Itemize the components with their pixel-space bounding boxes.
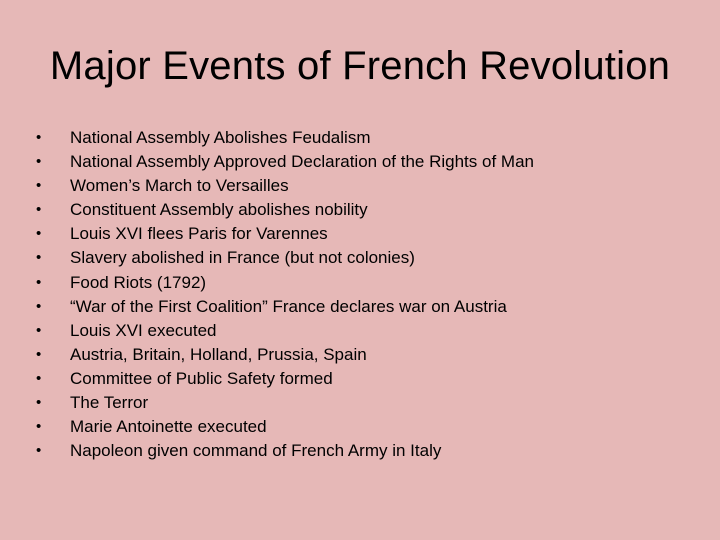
bullet-icon: • xyxy=(36,297,42,315)
bullet-icon: • xyxy=(36,345,42,363)
bullet-icon: • xyxy=(36,177,42,195)
list-item-text: “War of the First Coalition” France declares war on Austria xyxy=(70,296,507,316)
bullet-list xyxy=(36,126,696,463)
list-item-text: The Terror xyxy=(70,393,149,413)
list-item-text: Napoleon given command of French Army in Italy xyxy=(70,441,442,461)
list-item-text: Louis XVI flees Paris for Varennes xyxy=(70,224,328,244)
bullet-icon: • xyxy=(36,153,42,171)
list-item xyxy=(36,174,696,198)
list-item-text: National Assembly Abolishes Feudalism xyxy=(70,128,371,147)
bullet-icon: • xyxy=(36,129,42,146)
list-item xyxy=(36,271,696,295)
list-item xyxy=(36,439,696,463)
list-item-text: Louis XVI executed xyxy=(70,320,217,340)
list-item-text: Slavery abolished in France (but not colonies) xyxy=(70,248,415,268)
bullet-icon: • xyxy=(36,201,42,219)
bullet-icon: • xyxy=(36,418,42,436)
list-item-text: Women’s March to Versailles xyxy=(70,176,289,196)
list-item xyxy=(36,246,696,270)
list-item xyxy=(36,295,696,319)
list-item xyxy=(36,222,696,246)
bullet-icon: • xyxy=(36,321,42,339)
bullet-icon: • xyxy=(36,273,42,291)
bullet-icon: • xyxy=(36,249,42,267)
bullet-icon: • xyxy=(36,394,42,412)
list-item xyxy=(36,126,696,150)
list-item xyxy=(36,391,696,415)
bullet-icon: • xyxy=(36,225,42,243)
list-item xyxy=(36,367,696,391)
list-item-text: Marie Antoinette executed xyxy=(70,417,267,437)
bullet-icon: • xyxy=(36,442,42,460)
list-item xyxy=(36,415,696,439)
list-item xyxy=(36,343,696,367)
bullet-icon: • xyxy=(36,369,42,387)
list-item-text: Constituent Assembly abolishes nobility xyxy=(70,200,368,220)
list-item-text: Austria, Britain, Holland, Prussia, Spain xyxy=(70,344,367,364)
list-item xyxy=(36,150,696,174)
list-item-text: Committee of Public Safety formed xyxy=(70,368,333,388)
list-item xyxy=(36,198,696,222)
list-item-text: Food Riots (1792) xyxy=(70,272,207,292)
slide-title: Major Events of French Revolution xyxy=(49,44,671,88)
list-item xyxy=(36,319,696,343)
list-item-text: National Assembly Approved Declaration of the Rights of Man xyxy=(70,152,534,172)
